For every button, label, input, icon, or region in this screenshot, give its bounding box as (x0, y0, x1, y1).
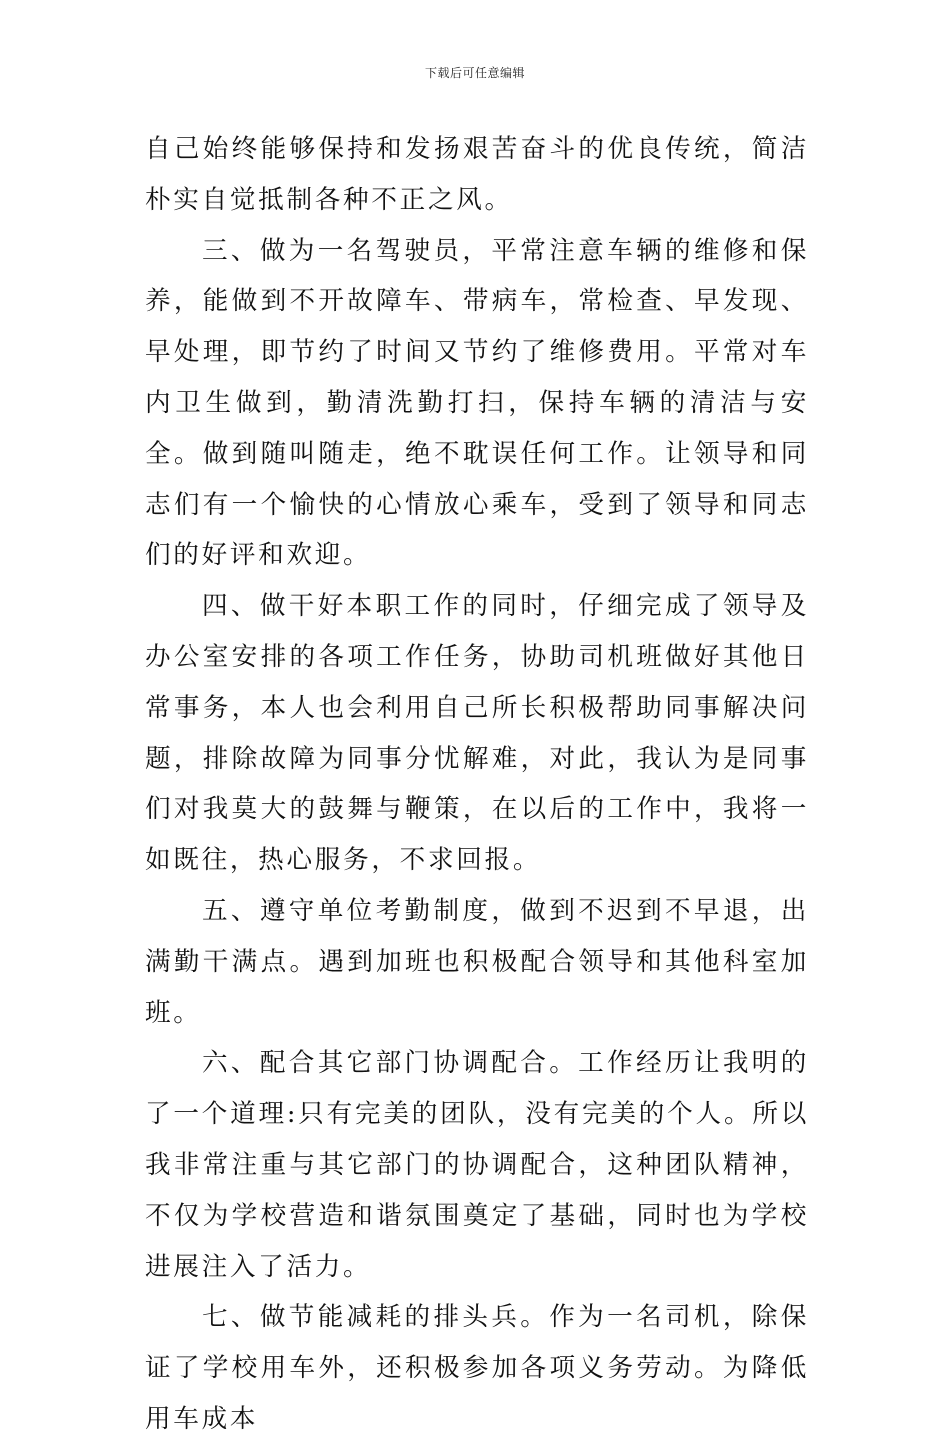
document-body (145, 124, 809, 1445)
paragraph-item-3: 三、做为一名驾驶员，平常注意车辆的维修和保养，能做到不开故障车、带病车，常检查、早发现、早处理，即节约了时间又节约了维修费用。平常对车内卫生做到，勤清洗勤打扫，保持车辆的清洁与安全。做到随叫随走，绝不耽误任何工作。让领导和同志们有一个愉快的心情放心乘车，受到了领导和同志们的好评和欢迎。 (145, 235, 809, 571)
paragraph-item-4: 四、做干好本职工作的同时，仔细完成了领导及办公室安排的各项工作任务，协助司机班做好其他日常事务，本人也会利用自己所长积极帮助同事解决问题，排除故障为同事分忧解难，对此，我认为是同事们对我莫大的鼓舞与鞭策，在以后的工作中，我将一如既往，热心服务，不求回报。 (145, 591, 809, 876)
paragraph-continuation: 自己始终能够保持和发扬艰苦奋斗的优良传统，简洁朴实自觉抵制各种不正之风。 (145, 134, 809, 215)
page-header-note: 下载后可任意编辑 (424, 66, 525, 80)
paragraph-item-5: 五、遵守单位考勤制度，做到不迟到不早退，出满勤干满点。遇到加班也积极配合领导和其他科室加班。 (145, 895, 809, 1028)
paragraph-item-7: 七、做节能减耗的排头兵。作为一名司机，除保证了学校用车外，还积极参加各项义务劳动。为降低用车成本 (145, 1302, 809, 1434)
paragraph-item-6: 六、配合其它部门协调配合。工作经历让我明的了一个道理:只有完美的团队，没有完美的个人。所以我非常注重与其它部门的协调配合，这种团队精神，不仅为学校营造和谐氛围奠定了基础，同时也为学校进展注入了活力。 (145, 1048, 809, 1282)
